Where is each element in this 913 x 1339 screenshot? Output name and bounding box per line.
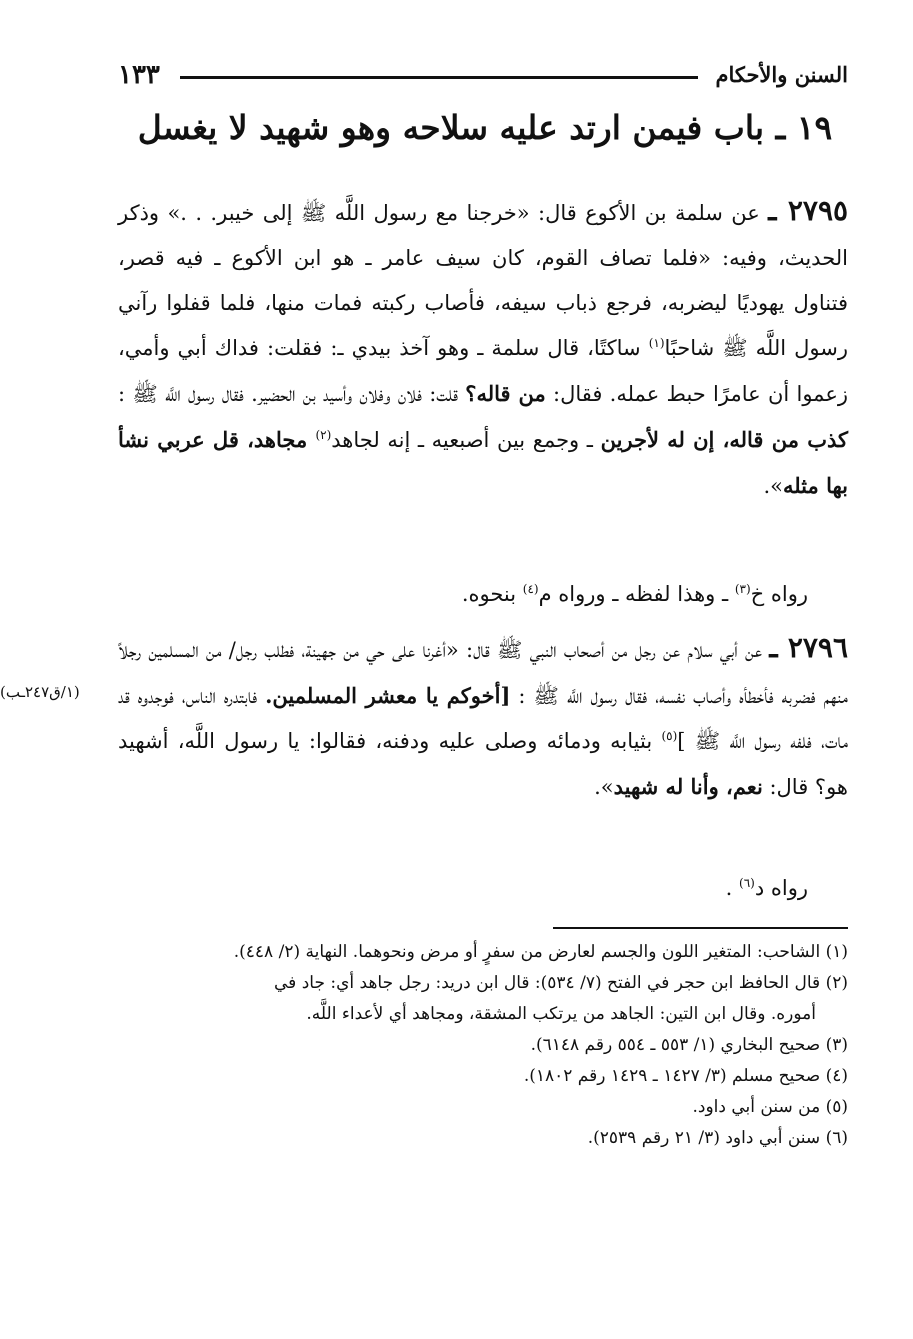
riwaya-line: [118, 582, 808, 606]
footnote-ref[interactable]: (١): [648, 336, 665, 350]
prophetic-saying: كذب من قاله، إن له لأجرين: [600, 427, 848, 452]
hadith-2796: [118, 625, 848, 810]
footnote-2-continued: أموره. وقال ابن التين: الجاهد من يرتكب المشقة، ومجاهد أي لأعداء اللَّه.: [306, 1004, 816, 1024]
footnote-4: (٤) صحيح مسلم (٣/ ١٤٢٧ ـ ١٤٢٩ رقم ١٨٠٢).: [523, 1066, 848, 1086]
prophetic-saying: من قاله؟: [465, 381, 546, 406]
hadith-2795: [118, 188, 848, 509]
riwaya-text: ـ وهذا لفظه ـ ورواه م: [538, 582, 735, 606]
footnote-6: (٦) سنن أبي داود (٣/ ٢١ رقم ٢٥٣٩).: [587, 1128, 848, 1148]
footnote-ref[interactable]: (٢): [315, 428, 332, 442]
hadith-text: فابتدره الناس، فوجدوه قد مات، فلفه رسول اللَّه ﷺ ]: [118, 684, 848, 753]
hadith-number: ٢٧٩٥ ـ: [768, 194, 849, 227]
footnote-3: (٣) صحيح البخاري (١/ ٥٥٣ ـ ٥٥٤ رقم ٦١٤٨).: [530, 1035, 848, 1055]
footnote-ref[interactable]: (٥): [661, 729, 678, 743]
riwaya-text: رواه خ: [750, 582, 808, 606]
footnote-2: (٢) قال الحافظ ابن حجر في الفتح (٧/ ٥٣٤): قال ابن دريد: رجل جاهد أي: جاد في: [274, 973, 848, 993]
prophetic-saying: مجاهد، قل عربي نشأ بها مثله: [118, 427, 848, 498]
footnote-separator: [553, 927, 848, 929]
hadith-text: بثيابه ودمائه وصلى عليه ودفنه، فقالوا: يا رسول اللَّه، أشهيد هو؟ قال:: [118, 729, 848, 799]
footnote-ref[interactable]: (٣): [734, 582, 751, 596]
footnote-ref[interactable]: (٤): [522, 582, 539, 596]
riwaya-text: .: [725, 876, 740, 900]
running-title: السنن والأحكام: [715, 62, 848, 87]
page-number: ١٣٣: [118, 60, 160, 90]
hadith-text: ساكتًا، قال سلمة ـ وهو آخذ بيدي ـ: فقلت: فداك أبي وأمي، زعموا أن عامرًا حبط عمله. فقال:: [118, 336, 848, 406]
hadith-text: عن سلمة بن الأكوع قال: «خرجنا مع رسول اللَّه ﷺ إلى خيبر. . .» وذكر الحديث، وفيه: «فلما تصاف القوم، كان سيف عامر ـ هو ابن الأكوع ـ فيه قصر، فتناول يهوديًا ليضربه، فرجع ذباب سيفه، فأصاب ركبته فمات منها، فلما قفلوا رآني رسول اللَّه ﷺ شاحبًا: [118, 201, 848, 360]
manuscript-margin-note: (١/ق٢٤٧ـب): [0, 683, 80, 701]
running-header: [118, 62, 848, 96]
hadith-text: ـ وجمع بين أصبعيه ـ إنه لجاهد: [331, 428, 601, 452]
prophetic-saying: [أخوكم يا معشر المسلمين.: [265, 683, 511, 708]
hadith-text: عن أبي سلام عن رجل من أصحاب النبي ﷺ قال: «أغرنا على حي من جهينة، فطلب رجل/ من المسلمين رجلاً منهم فضربه فأخطأه وأصاب نفسه، فقال رسول اللَّه ﷺ :: [118, 638, 848, 708]
chapter-title: ١٩ ـ باب فيمن ارتد عليه سلاحه وهو شهيد لا يغسل: [137, 108, 833, 147]
prophetic-saying: نعم، وأنا له شهيد: [613, 774, 763, 799]
riwaya-text: بنحوه.: [461, 582, 523, 606]
footnote-ref[interactable]: (٦): [739, 876, 755, 890]
header-rule: [180, 76, 698, 79]
hadith-text: ».: [594, 775, 614, 799]
hadith-number: ٢٧٩٦ ـ: [769, 631, 848, 664]
footnote-5: (٥) من سنن أبي داود.: [692, 1097, 848, 1117]
hadith-text: ».: [763, 474, 783, 498]
riwaya-line: [118, 876, 808, 900]
footnote-1: (١) الشاحب: المتغير اللون والجسم لعارض من سفرٍ أو مرض ونحوهما. النهاية (٢/ ٤٤٨).: [233, 942, 848, 962]
hadith-text: قلت: فلان وفلان وأسيد بن الحضير. فقال رسول اللَّه ﷺ :: [118, 382, 466, 406]
riwaya-text: رواه د: [754, 876, 808, 900]
footnotes: [118, 937, 848, 1154]
